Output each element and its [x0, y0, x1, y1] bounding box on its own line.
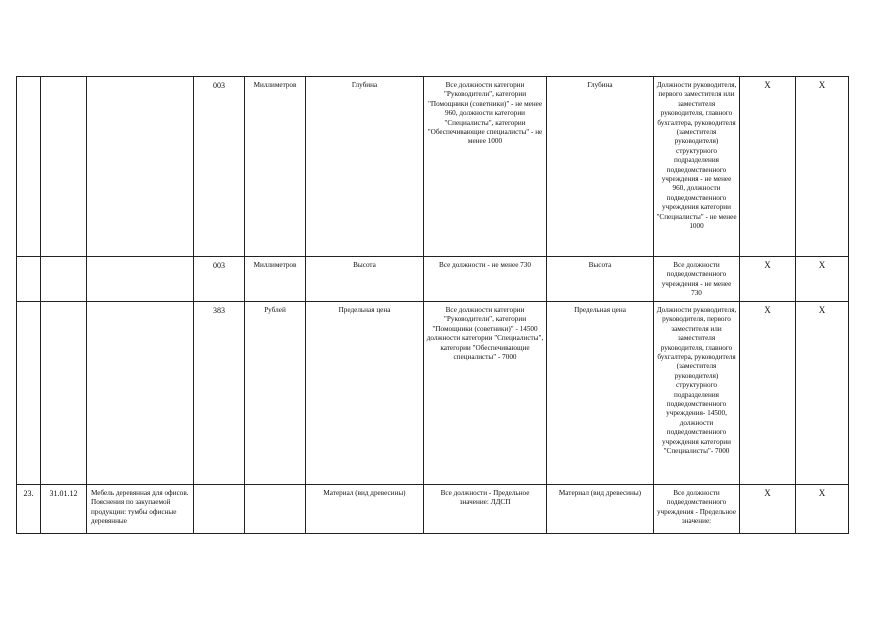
unit-code-cell [194, 485, 245, 534]
x-mark-cell: X [796, 302, 849, 485]
row-number-cell [17, 302, 41, 485]
x-mark-cell: X [740, 77, 796, 257]
value2-cell: Должности руководителя, первого заместителя или заместителя руководителя, главного бухгалтера, руководителя (заместителя руководителя) структурного подразделения подведомственного учреждения - не менее 960, должности подведомственного учреждения категории "Специалисты" - не менее 1000 [654, 77, 740, 257]
procurement-table [16, 76, 849, 534]
product-name-cell [87, 77, 194, 257]
unit-name-cell: Миллиметров [245, 257, 306, 302]
table-row [17, 77, 849, 257]
product-name-cell [87, 257, 194, 302]
value2-cell: Все должности подведомственного учреждения - не менее 730 [654, 257, 740, 302]
row-number-cell: 23. [17, 485, 41, 534]
characteristic2-cell: Предельная цена [547, 302, 654, 485]
product-name-cell: Мебель деревянная для офисов. Пояснения по закупаемой продукции: тумбы офисные деревянные [87, 485, 194, 534]
x-mark-cell: X [796, 77, 849, 257]
product-name-cell [87, 302, 194, 485]
x-mark-cell: X [796, 257, 849, 302]
x-mark-cell: X [740, 485, 796, 534]
value-cell: Все должности категории "Руководители", категории "Помощники (советники)" - 14500 должности категории "Специалисты", категории "Обеспечивающие специалисты" - 7000 [424, 302, 547, 485]
characteristic-cell: Материал (вид древесины) [306, 485, 424, 534]
table-row [17, 485, 849, 534]
table-row [17, 257, 849, 302]
characteristic-cell: Высота [306, 257, 424, 302]
table-row [17, 302, 849, 485]
row-number-cell [17, 257, 41, 302]
characteristic-cell: Предельная цена [306, 302, 424, 485]
unit-name-cell: Миллиметров [245, 77, 306, 257]
okpd-cell [41, 77, 87, 257]
unit-code-cell: 003 [194, 77, 245, 257]
characteristic2-cell: Глубина [547, 77, 654, 257]
okpd-cell [41, 257, 87, 302]
characteristic-cell: Глубина [306, 77, 424, 257]
characteristic2-cell: Высота [547, 257, 654, 302]
x-mark-cell: X [740, 257, 796, 302]
x-mark-cell: X [796, 485, 849, 534]
value2-cell: Все должности подведомственного учреждения - Предельное значение: [654, 485, 740, 534]
unit-code-cell: 003 [194, 257, 245, 302]
value-cell: Все должности - не менее 730 [424, 257, 547, 302]
row-number-cell [17, 77, 41, 257]
value-cell: Все должности - Предельное значение: ЛДСП [424, 485, 547, 534]
unit-code-cell: 383 [194, 302, 245, 485]
unit-name-cell: Рублей [245, 302, 306, 485]
okpd-cell [41, 302, 87, 485]
characteristic2-cell: Материал (вид древесины) [547, 485, 654, 534]
x-mark-cell: X [740, 302, 796, 485]
okpd-cell: 31.01.12 [41, 485, 87, 534]
value2-cell: Должности руководителя, руководителя, первого заместителя или заместителя руководителя, главного бухгалтера, руководителя (заместителя руководителя) структурного подразделения подведомственного учреждения- 14500, должности подведомственного учреждения категории "Специалисты"- 7000 [654, 302, 740, 485]
unit-name-cell [245, 485, 306, 534]
value-cell: Все должности категории "Руководители", категории "Помощники (советники)" - не менее 960, должности категории "Специалисты", категории "Обеспечивающие специалисты" - не менее 1000 [424, 77, 547, 257]
